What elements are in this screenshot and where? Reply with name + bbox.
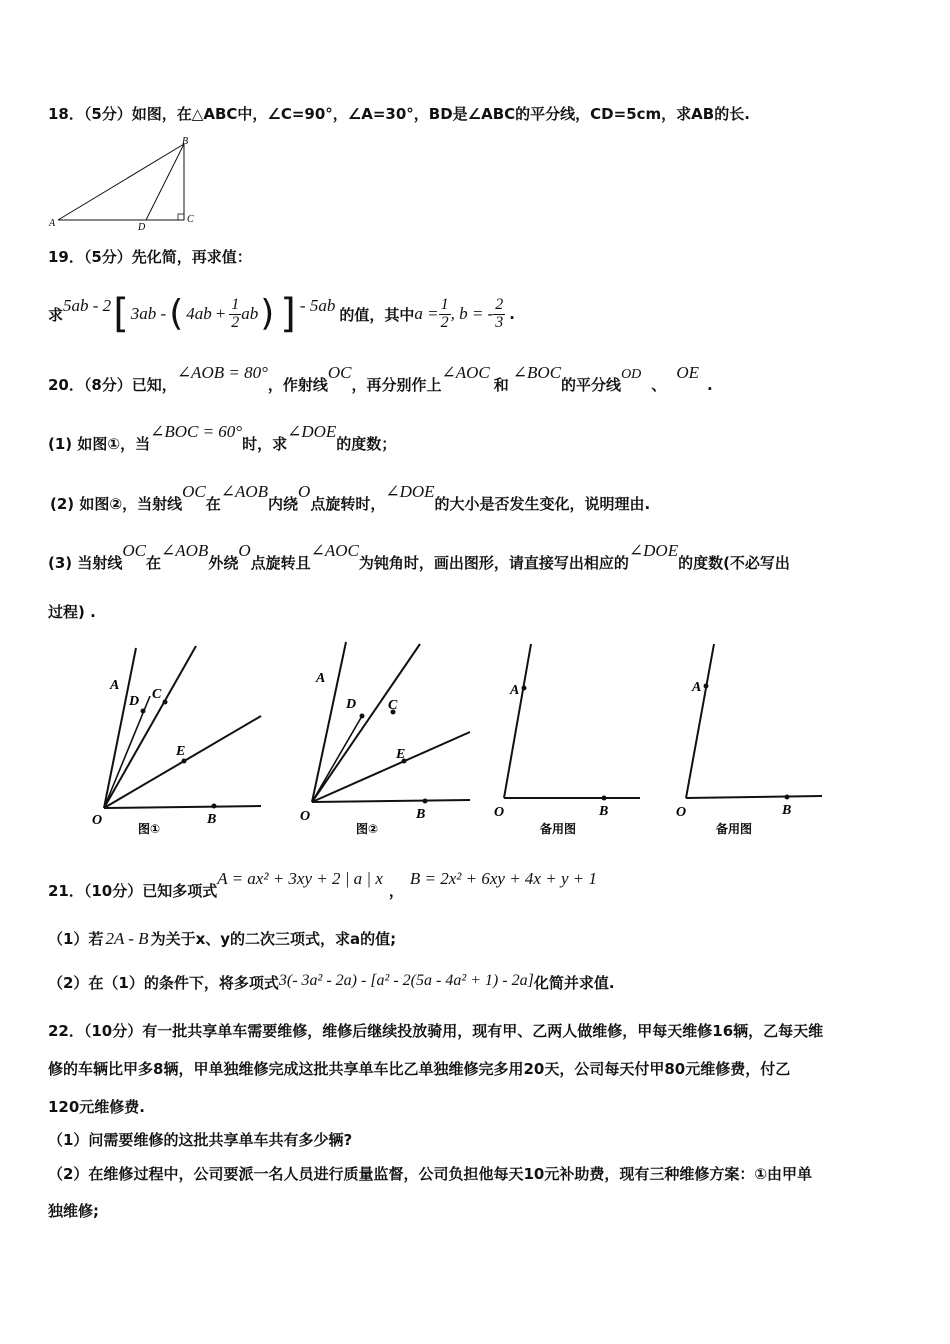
fig2-point-d: [360, 714, 365, 719]
fig2-caption: 图②: [356, 822, 379, 836]
q19-b-eq: , b = -: [450, 304, 494, 323]
q18-label-c: C: [187, 214, 194, 225]
q19-expr-f: - 5ab: [299, 296, 336, 315]
q20-p2: ，作射线: [267, 376, 328, 394]
q20-figures: [0, 636, 950, 846]
q20-s3-f: 的度数(不必写出: [678, 554, 790, 572]
q20-s3-b: 在: [146, 554, 162, 572]
q19-frac1-num: 1: [231, 295, 240, 313]
q22-line-3: 120元维修费.: [48, 1098, 146, 1116]
q20-s1-a: (1) 如图①，当: [48, 435, 151, 453]
q18-label-d: D: [138, 222, 146, 232]
q20-s1-c: 的度数；: [336, 435, 397, 453]
q20-part3-cont: 过程) .: [48, 603, 96, 621]
q19-mid: 的值，其中: [339, 305, 415, 324]
q19-frac3-den: 3: [495, 313, 504, 331]
q20-p6: 、: [651, 376, 667, 394]
q20-stem: [48, 363, 713, 395]
q22-part2-line-2: 独维修;: [48, 1202, 99, 1220]
fig1-point-c: [163, 700, 168, 705]
q20-angle-aob: ∠AOB = 80°: [176, 363, 268, 382]
q20-s2-e: 的大小是否发生变化，说明理由.: [434, 495, 651, 513]
q22-line-1: 22．（10分）有一批共享单车需要维修，维修后继续投放骑用，现有甲、乙两人做维修，甲每天维修16辆，乙每天维: [48, 1022, 824, 1040]
q19-prefix: 求: [48, 305, 64, 324]
q20-s3-ray-oc: OC: [122, 541, 146, 560]
q19-end: .: [509, 305, 515, 323]
fig2-label-a: A: [316, 671, 326, 686]
spare2-label-o: O: [676, 805, 687, 820]
q19-expr-d: +: [214, 304, 227, 323]
q20-s1-angle-boc: ∠BOC = 60°: [150, 422, 243, 441]
spare2-caption: 备用图: [716, 822, 753, 836]
q20-s2-angle-doe: ∠DOE: [385, 482, 435, 501]
q21-s1-b: 为关于x、y的二次三项式，求a的值;: [150, 930, 397, 948]
spare2-label-b: B: [782, 803, 792, 818]
spare1-label-a: A: [510, 683, 520, 698]
q21-p1: 21．（10分）已知多项式: [48, 882, 218, 900]
fig1-label-d: D: [129, 694, 140, 709]
q20-s3-angle-aoc: ∠AOC: [310, 541, 359, 560]
q20-p3: ，再分别作上: [351, 376, 442, 394]
q20-ray-od: OD: [621, 367, 642, 382]
q21-stem: [48, 869, 597, 901]
q19-title: 19．（5分）先化简，再求值：: [48, 248, 252, 266]
q18-text: 18．（5分）如图，在△ABC中，∠C=90°，∠A=30°，BD是∠ABC的平分线，CD=5cm，求AB的长.: [48, 105, 750, 123]
q19-right-paren: ): [260, 293, 275, 334]
q19-fraction-b: [493, 297, 505, 332]
fig1-label-b: B: [207, 812, 217, 827]
q20-s1-angle-doe: ∠DOE: [287, 422, 337, 441]
q20-part2: [50, 482, 651, 514]
q20-s3-angle-aob: ∠AOB: [161, 541, 209, 560]
q20-s3-e: 为钝角时，画出图形，请直接写出相应的: [358, 554, 629, 572]
q19-frac2-num: 1: [440, 295, 449, 313]
q18-triangle-figure: [46, 134, 206, 232]
q20-s3-c: 外绕: [208, 554, 239, 572]
q19-fraction-a: [439, 297, 451, 332]
fig1-label-a: A: [110, 678, 120, 693]
fig2-label-c: C: [388, 698, 398, 713]
q22-line-2: 修的车辆比甲多8辆，甲单独维修完成这批共享单车比乙单独维修完多用20天，公司每天付甲80元维修费，付乙: [48, 1060, 791, 1078]
fig2-label-b: B: [416, 807, 426, 822]
fig1-point-b: [212, 804, 217, 809]
q18-right-angle-mark: [178, 214, 184, 220]
q20-s3-point-o: O: [238, 541, 251, 560]
q20-p7: .: [706, 376, 713, 394]
q21-s2-expr: 3(- 3a² - 2a) - [a² - 2(5a - 4a² + 1) - 2a]: [278, 972, 534, 989]
q20-part1: [48, 422, 397, 454]
q20-part3: [48, 541, 790, 573]
q20-s2-ray-oc: OC: [182, 482, 206, 501]
q22-part2-line-1: （2）在维修过程中，公司要派一名人员进行质量监督，公司负担他每天10元补助费，现有三种维修方案：①由甲单: [48, 1165, 813, 1183]
q20-ray-oc: OC: [327, 363, 352, 382]
q21-s2-a: （2）在（1）的条件下，将多项式: [48, 974, 279, 992]
q21-part1: [48, 928, 396, 949]
q22-part1: （1）问需要维修的这批共享单车共有多少辆?: [48, 1131, 353, 1149]
q19-left-bracket: [: [113, 291, 129, 337]
q20-s3-a: (3) 当射线: [48, 554, 123, 572]
q20-s2-a: (2) 如图②，当射线: [50, 495, 183, 513]
spare1-caption: 备用图: [540, 822, 577, 836]
q21-part2: [48, 972, 615, 993]
fig1-ray-ob: [104, 806, 261, 808]
q20-s2-d: 点旋转时，: [310, 495, 386, 513]
q20-ray-oe: OE: [676, 363, 699, 382]
spare1-point-a: [522, 686, 527, 691]
spare2-ray-ob: [686, 796, 822, 798]
fig1-ray-oa: [104, 648, 136, 808]
q19-expression: [48, 290, 515, 338]
spare2-point-a: [704, 684, 709, 689]
spare2-point-b: [785, 795, 790, 800]
q19-expr-c: 4ab: [186, 304, 212, 323]
spare2-ray-oa: [686, 644, 714, 798]
q20-angle-boc: ∠BOC: [512, 363, 562, 382]
q19-expr-b: 3ab -: [130, 304, 167, 323]
q19-frac1-den: 2: [231, 313, 240, 331]
fig1-label-o: O: [92, 813, 103, 828]
fig1-label-e: E: [176, 744, 186, 759]
q20-s3-angle-doe: ∠DOE: [628, 541, 679, 560]
q21-s1-expr: 2A - B: [105, 929, 149, 948]
q19-left-paren: (: [169, 293, 184, 334]
fig2-label-e: E: [396, 747, 406, 762]
q20-figure-2: [300, 642, 470, 836]
spare1-point-b: [602, 796, 607, 801]
q20-figure-1: [92, 646, 261, 836]
q19-frac3-num: 2: [495, 295, 504, 313]
q20-s2-b: 在: [205, 495, 221, 513]
q20-s1-b: 时，求: [242, 435, 288, 453]
q21-s1-a: （1）若: [48, 930, 104, 948]
q18-label-a: A: [49, 218, 56, 229]
fig1-ray-oc: [104, 646, 196, 808]
q19-right-bracket: ]: [280, 291, 296, 337]
q19-frac2-den: 2: [440, 313, 449, 331]
fig1-point-d: [141, 709, 146, 714]
q19-a-eq: a =: [414, 304, 439, 323]
q20-p1: 20．（8分）已知，: [48, 376, 177, 394]
q21-p2: ，: [388, 882, 404, 900]
fig2-label-o: O: [300, 809, 311, 824]
q19-expr-a: 5ab - 2: [63, 296, 112, 315]
q20-s3-d: 点旋转且: [250, 554, 311, 572]
q20-angle-aoc: ∠AOC: [441, 363, 490, 382]
q20-spare-figure-2: [676, 644, 822, 836]
q20-spare-figure-1: [494, 644, 640, 836]
q20-s2-point-o: O: [298, 482, 311, 501]
q21-poly-a: A = ax² + 3xy + 2 | a | x: [217, 869, 383, 888]
spare1-label-o: O: [494, 805, 505, 820]
q18-label-b: B: [182, 136, 189, 147]
fig1-caption: 图①: [138, 822, 161, 836]
q19-expr-e: ab: [241, 304, 259, 323]
fig2-point-b: [423, 799, 428, 804]
spare2-label-a: A: [692, 680, 702, 695]
fig1-point-e: [182, 759, 187, 764]
q20-s2-angle-aob: ∠AOB: [220, 482, 269, 501]
fig2-ray-ob: [312, 800, 470, 802]
q20-s2-c: 内绕: [268, 495, 299, 513]
q19-fraction-half: [229, 297, 241, 332]
spare1-label-b: B: [599, 804, 609, 819]
fig2-ray-od: [312, 716, 362, 802]
fig1-label-c: C: [152, 687, 162, 702]
fig2-label-d: D: [346, 697, 357, 712]
q20-p4: 和: [493, 376, 509, 394]
q21-s2-b: 化简并求值.: [533, 974, 615, 992]
q21-poly-b: B = 2x² + 6xy + 4x + y + 1: [409, 869, 597, 888]
spare1-ray-oa: [504, 644, 531, 798]
q20-p5: 的平分线: [561, 376, 622, 394]
